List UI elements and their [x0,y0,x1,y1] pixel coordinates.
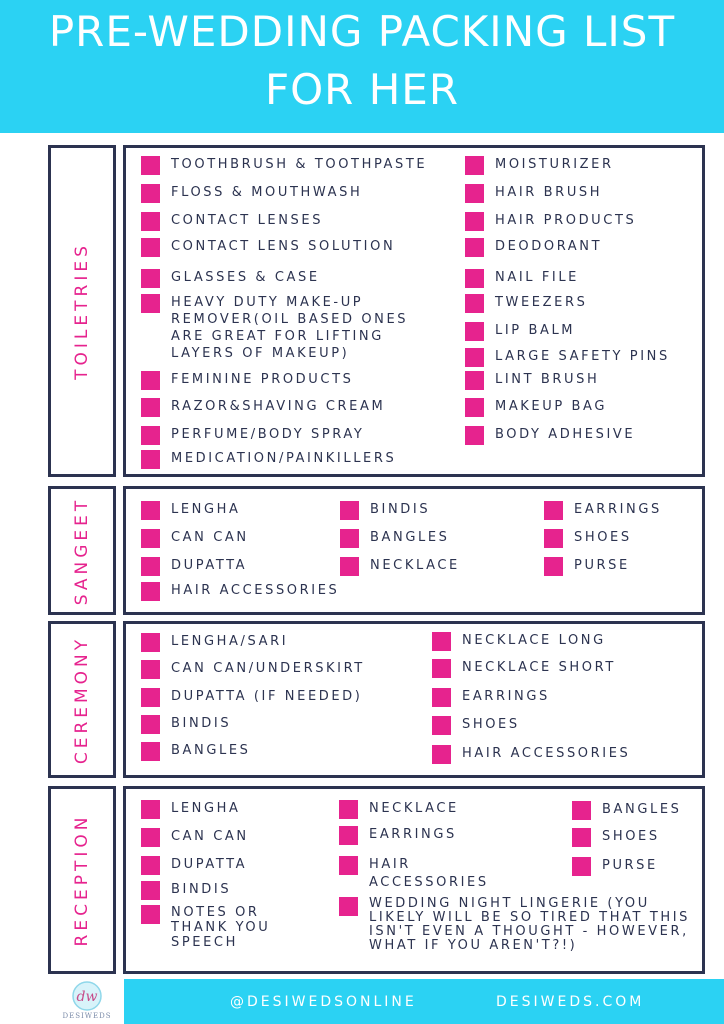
checkbox[interactable] [141,398,160,417]
reception-label: RECEPTION [72,813,92,947]
ceremony-label-box [48,621,116,778]
checkbox[interactable] [141,450,160,469]
checkbox[interactable] [432,688,451,707]
checkbox[interactable] [340,557,359,576]
checkbox[interactable] [572,857,591,876]
checkbox[interactable] [432,716,451,735]
logo-mark-icon [58,980,116,1014]
checkbox[interactable] [465,212,484,231]
checkbox[interactable] [544,501,563,520]
checkbox[interactable] [141,529,160,548]
reception-label-box [48,786,116,974]
checkbox[interactable] [465,156,484,175]
checkbox[interactable] [544,529,563,548]
svg-text:dw: dw [76,989,98,1005]
checkbox[interactable] [572,801,591,820]
checkbox[interactable] [432,659,451,678]
page-title-line2: FOR HER [264,65,460,114]
checkbox[interactable] [465,398,484,417]
checkbox[interactable] [141,881,160,900]
checkbox[interactable] [340,529,359,548]
checkbox[interactable] [141,371,160,390]
checkbox[interactable] [141,828,160,847]
checkbox[interactable] [141,742,160,761]
checkbox[interactable] [340,501,359,520]
checkbox[interactable] [544,557,563,576]
checkbox[interactable] [465,371,484,390]
toiletries-list: TOOTHBRUSH & TOOTHPASTE FLOSS & MOUTHWASH CONTACT LENSES CONTACT LENS SOLUTION GLASSES & CASE HEAVY DUTY MAKE-UP REMOVER(OIL BASED ONES ARE GREAT FOR LIFTING LAYERS OF MAKEUP) FEMININE PRODUCTS RAZOR&SHAVING CREAM PERFUME/BODY SPRAY MEDICATION/PAINKILLERS MOISTURIZER HAIR BRUSH HAIR PRODUCTS DEODORANT NAIL FILE TWEEZERS LIP BALM LARGE SAFETY PINS LINT BRUSH MAKEUP BAG BODY ADHESIVE [123,145,705,477]
checkbox[interactable] [141,212,160,231]
checkbox[interactable] [141,501,160,520]
checkbox[interactable] [432,632,451,651]
checkbox[interactable] [141,426,160,445]
checkbox[interactable] [432,745,451,764]
checkbox[interactable] [141,184,160,203]
page-title-line1: PRE-WEDDING PACKING LIST [48,7,676,56]
checkbox[interactable] [141,660,160,679]
desiweds-logo[interactable] [58,980,116,1024]
checkbox[interactable] [465,348,484,367]
checkbox[interactable] [141,633,160,652]
checkbox[interactable] [339,856,358,875]
ceremony-list: LENGHA/SARI CAN CAN/UNDERSKIRT DUPATTA (IF NEEDED) BINDIS BANGLES NECKLACE LONG NECKLACE SHORT EARRINGS SHOES HAIR ACCESSORIES [123,621,705,778]
logo-wordmark: DESIWEDS [62,1012,112,1020]
ceremony-label: CEREMONY [72,635,92,764]
checkbox[interactable] [465,294,484,313]
sangeet-list: LENGHA CAN CAN DUPATTA HAIR ACCESSORIES BINDIS BANGLES NECKLACE EARRINGS SHOES PURSE [123,486,705,615]
checkbox[interactable] [465,269,484,288]
checkbox[interactable] [465,238,484,257]
checkbox[interactable] [465,184,484,203]
checkbox[interactable] [141,294,160,313]
checkbox[interactable] [141,800,160,819]
checkbox[interactable] [141,156,160,175]
checkbox[interactable] [141,688,160,707]
checkbox[interactable] [141,582,160,601]
checkbox[interactable] [339,826,358,845]
sangeet-label: SANGEET [72,496,92,605]
reception-list: LENGHA CAN CAN DUPATTA BINDIS NOTES OR THANK YOU SPEECH NECKLACE EARRINGS HAIR ACCESSORIES WEDDING NIGHT LINGERIE (YOU LIKELY WILL BE SO TIRED THAT THIS ISN'T EVEN A THOUGHT - HOWEVER, WHAT IF YOU AREN'T?!) BANGLES SHOES PURSE [123,786,705,974]
checkbox[interactable] [339,897,358,916]
checkbox[interactable] [141,905,160,924]
header-banner [0,0,724,133]
checkbox[interactable] [339,800,358,819]
checkbox[interactable] [465,426,484,445]
checkbox[interactable] [572,828,591,847]
sangeet-label-box [48,486,116,615]
checkbox[interactable] [141,715,160,734]
checkbox[interactable] [141,557,160,576]
checkbox[interactable] [141,238,160,257]
social-handle[interactable]: @DESIWEDSONLINE [230,994,417,1010]
checkbox[interactable] [141,269,160,288]
checkbox[interactable] [465,322,484,341]
checkbox[interactable] [141,856,160,875]
toiletries-label: TOILETRIES [72,242,92,380]
toiletries-label-box [48,145,116,477]
website-link[interactable]: DESIWEDS.COM [496,994,645,1010]
